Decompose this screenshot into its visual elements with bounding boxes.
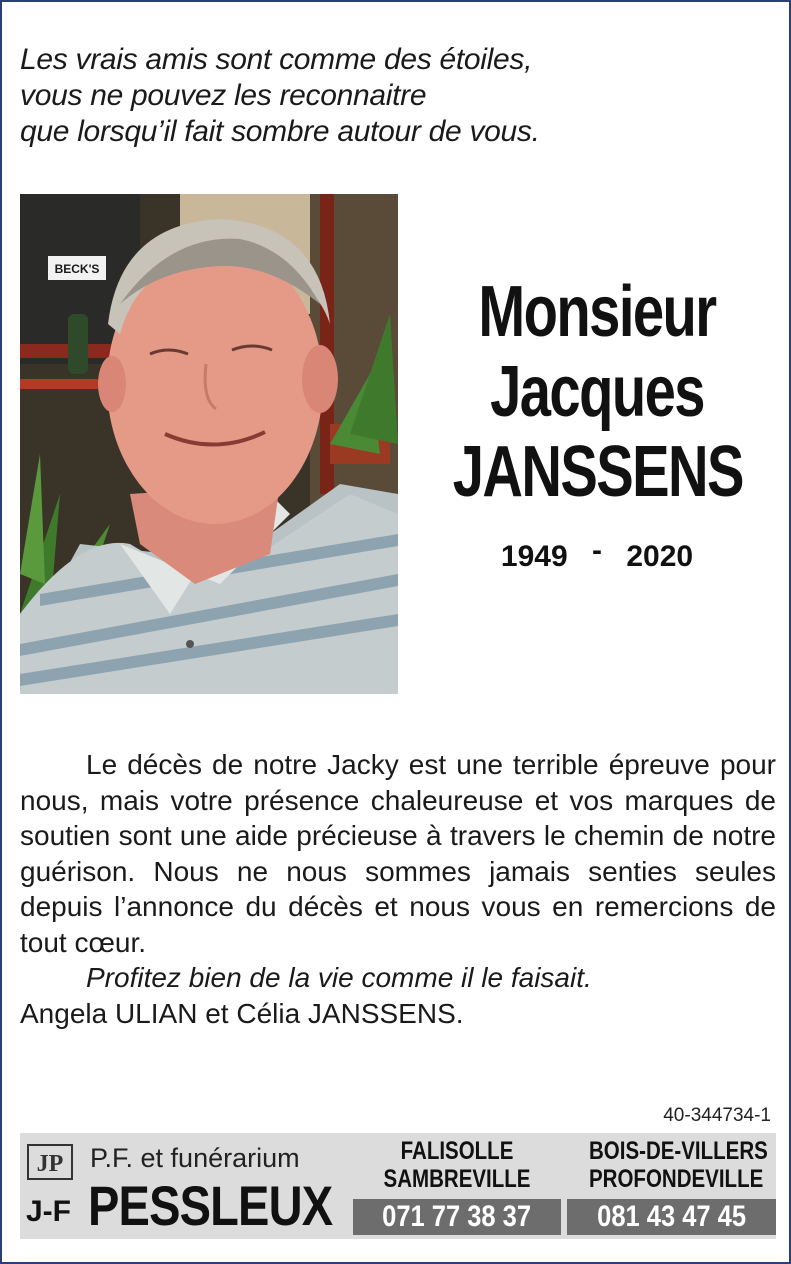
quote-line: que lorsqu’il fait sombre autour de vous. — [20, 115, 540, 148]
honorific: Monsieur — [478, 272, 716, 352]
beer-sign: BECK'S — [54, 262, 100, 276]
birth-year: 1949 — [500, 540, 568, 573]
thank-you-message — [20, 747, 776, 1031]
signature: Angela ULIAN et Célia JANSSENS. — [20, 997, 464, 1029]
phone-number: 071 77 38 37 — [382, 1200, 532, 1233]
phone-number: 081 43 47 45 — [597, 1200, 746, 1233]
branch-phone — [567, 1199, 776, 1235]
branch-municipality: PROFONDEVILLE — [589, 1165, 764, 1193]
funeral-home-logo-icon — [26, 1143, 74, 1181]
branch-bois-de-villers — [571, 1137, 771, 1193]
death-year: 2020 — [626, 540, 694, 573]
life-dates — [412, 534, 782, 574]
funeral-home-name: PESSLEUX — [88, 1174, 333, 1237]
message-paragraph: Le décès de notre Jacky est une terrible épreuve pour nous, mais votre présence chaleureuse et vos marques de soutien sont une aide précieuse à travers le chemin de notre guérison. Nous ne nous sommes jamais senties seules depuis l’annonce du décès et nous vous en remercions de tout cœur. — [20, 749, 776, 958]
reference-number: 40-344734-1 — [663, 1105, 771, 1126]
logo-lettering: JP — [36, 1151, 64, 1177]
funeral-home-tagline: P.F. et funérarium — [90, 1143, 300, 1173]
opening-quote — [20, 42, 540, 150]
funeral-home-banner — [20, 1133, 776, 1239]
portrait-photo — [20, 194, 398, 694]
last-name: JANSSENS — [452, 432, 743, 512]
branch-municipality: SAMBREVILLE — [383, 1165, 531, 1193]
quote-line: Les vrais amis sont comme des étoiles, — [20, 43, 533, 76]
motto: Profitez bien de la vie comme il le faisait. — [86, 962, 592, 993]
deceased-name — [412, 272, 782, 512]
branch-city: FALISOLLE — [400, 1137, 514, 1165]
quote-line: vous ne pouvez les reconnaitre — [20, 79, 427, 112]
first-name: Jacques — [490, 352, 704, 432]
branch-phone — [353, 1199, 561, 1235]
funeral-home-initials: J-F — [26, 1195, 71, 1228]
date-separator: - — [592, 534, 602, 567]
branch-city: BOIS-DE-VILLERS — [589, 1137, 768, 1165]
branch-falisolle — [357, 1137, 557, 1193]
